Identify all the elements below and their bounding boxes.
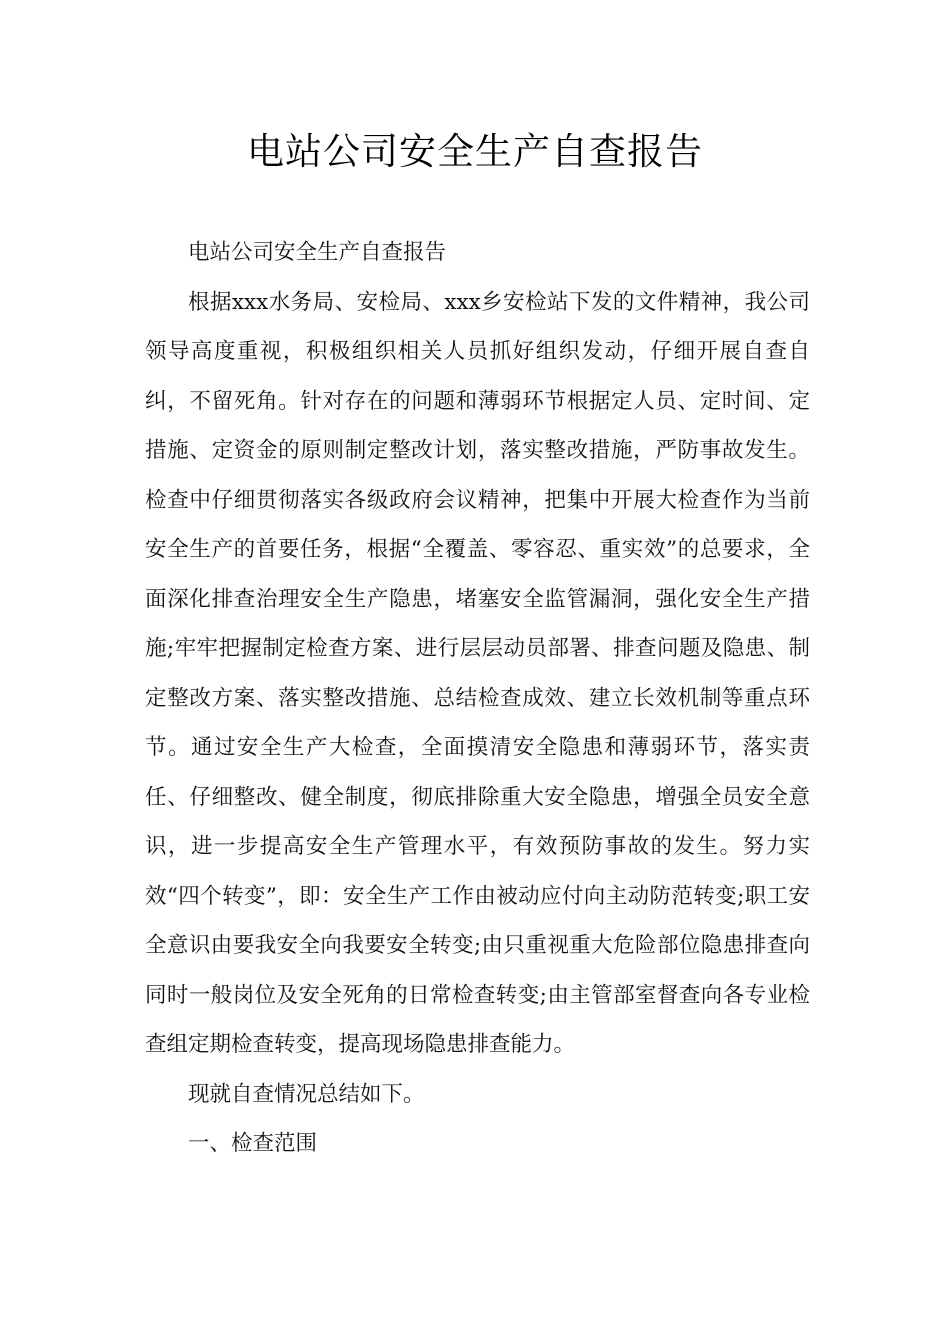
paragraph-summary-intro: 现就自查情况总结如下。 [188, 1081, 425, 1107]
paragraph-heading: 电站公司安全生产自查报告 [188, 240, 447, 265]
document-title: 电站公司安全生产自查报告 [247, 130, 703, 173]
paragraph-main: 根据xxx水务局、安检局、xxx乡安检站下发的文件精神，我公司领导高度重视，积极组织相关人员抓好组织发动，仔细开展自查自纠，不留死角。针对存在的问题和薄弱环节根据定人员、定时间、定措施、定资金的原则制定整改计划，落实整改措施，严防事故发生。检查中仔细贯彻落实各级政府会议精神，把集中开展大检查作为当前安全生产的首要任务，根据“全覆盖、零容忍、重实效”的总要求，全面深化排查治理安全生产隐患，堵塞安全监管漏洞，强化安全生产措施;牢牢把握制定检查方案、进行层层动员部署、排查问题及隐患、制定整改方案、落实整改措施、总结检查成效、建立长效机制等重点环节。通过安全生产大检查，全面摸清安全隐患和薄弱环节，落实责任、仔细整改、健全制度，彻底排除重大安全隐患，增强全员安全意识，进一步提高安全生产管理水平，有效预防事故的发生。努力实效“四个转变”，即：安全生产工作由被动应付向主动防范转变;职工安全意识由要我安全向我要安全转变;由只重视重大危险部位隐患排查向同时一般岗位及安全死角的日常检查转变;由主管部室督查向各专业检查组定期检查转变，提高现场隐患排查能力。 [145, 289, 810, 1057]
document-body [145, 228, 810, 1169]
section-heading-scope: 一、检查范围 [188, 1131, 318, 1156]
